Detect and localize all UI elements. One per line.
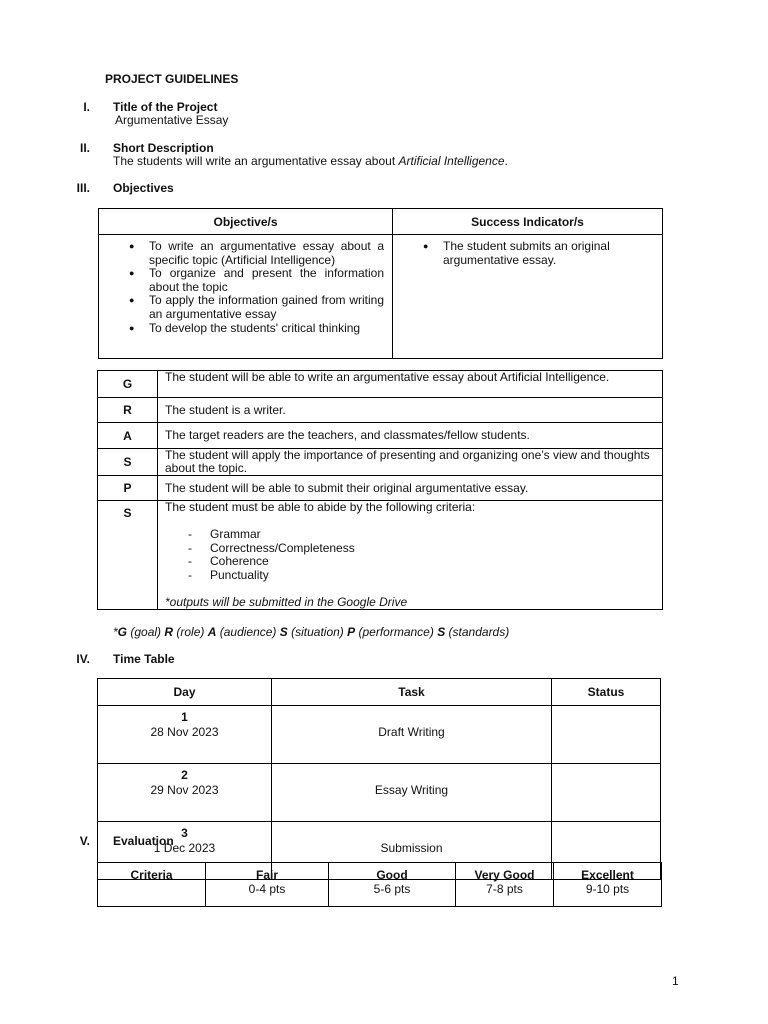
- section-title-label: Title of the Project: [113, 100, 218, 114]
- grasps-goal-text: The student will be able to write an argumentative essay about Artificial Intelligence.: [158, 371, 663, 398]
- task-cell: Submission: [272, 822, 552, 880]
- objectives-list: [107, 240, 384, 335]
- description-text-topic: Artificial Intelligence: [398, 154, 505, 168]
- indicator-item: ● The student submits an original argumentative essay.: [401, 240, 654, 267]
- grasps-standards-text: The student must be able to abide by the following criteria:: [165, 500, 476, 514]
- day-date: 28 Nov 2023: [150, 725, 219, 739]
- criteria-item: - Grammar: [165, 528, 655, 542]
- legend-letter: P: [347, 625, 356, 639]
- eval-fair-cell: [206, 863, 329, 907]
- legend-letter: G: [117, 625, 128, 639]
- eval-column-label: Criteria: [130, 868, 173, 882]
- legend-text: (situation): [287, 625, 348, 639]
- section-timetable-label: Time Table: [113, 652, 175, 666]
- section-evaluation-label: Evaluation: [113, 834, 174, 848]
- objective-item: ● To write an argumentative essay about a specific topic (Artificial Intelligence): [107, 240, 384, 267]
- criteria-item: - Correctness/Completeness: [165, 542, 655, 556]
- status-cell: [552, 764, 661, 822]
- legend-text: (performance): [355, 625, 438, 639]
- table-row: [98, 706, 661, 764]
- project-title-value: Argumentative Essay: [115, 113, 229, 127]
- eval-points: 9-10 pts: [585, 882, 630, 896]
- grasps-performance-text: The student will be able to submit their original argumentative essay.: [158, 476, 663, 501]
- eval-points: 0-4 pts: [248, 882, 286, 896]
- legend-letter: R: [164, 625, 174, 639]
- grasps-letter-goal: G: [98, 371, 158, 398]
- criteria-list: [165, 528, 655, 582]
- legend-letter: S: [437, 625, 446, 639]
- legend-text: (role): [173, 625, 208, 639]
- eval-points: 7-8 pts: [486, 882, 523, 896]
- time-table: [97, 678, 661, 880]
- day-header: Day: [98, 679, 272, 706]
- evaluation-table: [97, 862, 662, 907]
- description-text-start: The students will write an argumentative essay about: [113, 154, 399, 168]
- grasps-letter-audience: A: [98, 423, 158, 449]
- description-text-end: .: [504, 154, 508, 168]
- success-indicators-header: Success Indicator/s: [393, 209, 663, 235]
- grasps-role-text: The student is a writer.: [158, 398, 663, 423]
- indicators-list: [401, 240, 654, 267]
- grasps-standards-cell: [158, 501, 663, 610]
- objectives-cell: [99, 235, 393, 359]
- legend-text: (audience): [216, 625, 280, 639]
- task-header: Task: [272, 679, 552, 706]
- section-number-timetable: IV.: [76, 652, 90, 666]
- status-cell: [552, 706, 661, 764]
- status-header: Status: [552, 679, 661, 706]
- grasps-letter-performance: P: [98, 476, 158, 501]
- eval-good-cell: [329, 863, 456, 907]
- grasps-table: [97, 370, 663, 610]
- submission-note: *outputs will be submitted in the Google Drive: [165, 595, 408, 609]
- page-number: 1: [672, 974, 679, 988]
- eval-excellent-cell: [554, 863, 662, 907]
- criteria-item: - Coherence: [165, 555, 655, 569]
- day-date: 1 Dec 2023: [153, 841, 216, 855]
- grasps-letter-standards: S: [98, 501, 158, 610]
- grasps-situation-text: The student will apply the importance of presenting and organizing one’s view and thoughts about the topic.: [158, 449, 663, 476]
- section-number-title: I.: [83, 100, 90, 114]
- task-cell: Essay Writing: [272, 764, 552, 822]
- legend-prefix: *: [113, 625, 118, 639]
- section-number-description: II.: [79, 141, 90, 155]
- legend-text: (goal): [127, 625, 165, 639]
- day-number: 1: [181, 710, 188, 724]
- section-number-evaluation: V.: [79, 834, 90, 848]
- eval-column-label: Good: [376, 868, 408, 882]
- grasps-letter-role: R: [98, 398, 158, 423]
- day-cell: [98, 706, 272, 764]
- page-heading: PROJECT GUIDELINES: [105, 72, 239, 86]
- indicators-cell: [393, 235, 663, 359]
- grasps-legend: [113, 625, 509, 639]
- eval-column-label: Excellent: [581, 868, 634, 882]
- section-objectives-label: Objectives: [113, 181, 174, 195]
- day-number: 2: [181, 768, 188, 782]
- objective-item: ● To apply the information gained from writing an argumentative essay: [107, 294, 384, 321]
- day-number: 3: [181, 826, 188, 840]
- day-cell: [98, 764, 272, 822]
- table-row: [98, 764, 661, 822]
- legend-letter: S: [279, 625, 288, 639]
- objectives-header: Objective/s: [99, 209, 393, 235]
- grasps-letter-situation: S: [98, 449, 158, 476]
- day-date: 29 Nov 2023: [150, 783, 219, 797]
- grasps-audience-text: The target readers are the teachers, and classmates/fellow students.: [158, 423, 663, 449]
- eval-very-good-cell: [456, 863, 554, 907]
- eval-column-label: Fair: [255, 868, 278, 882]
- objectives-table: [98, 208, 663, 359]
- objective-item: ● To organize and present the information about the topic: [107, 267, 384, 294]
- legend-letter: A: [207, 625, 217, 639]
- description-text: [113, 154, 508, 168]
- legend-text: (standards): [445, 625, 510, 639]
- section-description-label: Short Description: [113, 141, 214, 155]
- criteria-item: - Punctuality: [165, 569, 655, 583]
- section-number-objectives: III.: [76, 181, 90, 195]
- eval-column-label: Very Good: [474, 868, 535, 882]
- eval-criteria-cell: [98, 863, 206, 907]
- objective-item: ● To develop the students' critical thinking: [107, 322, 384, 336]
- eval-points: 5-6 pts: [373, 882, 411, 896]
- task-cell: Draft Writing: [272, 706, 552, 764]
